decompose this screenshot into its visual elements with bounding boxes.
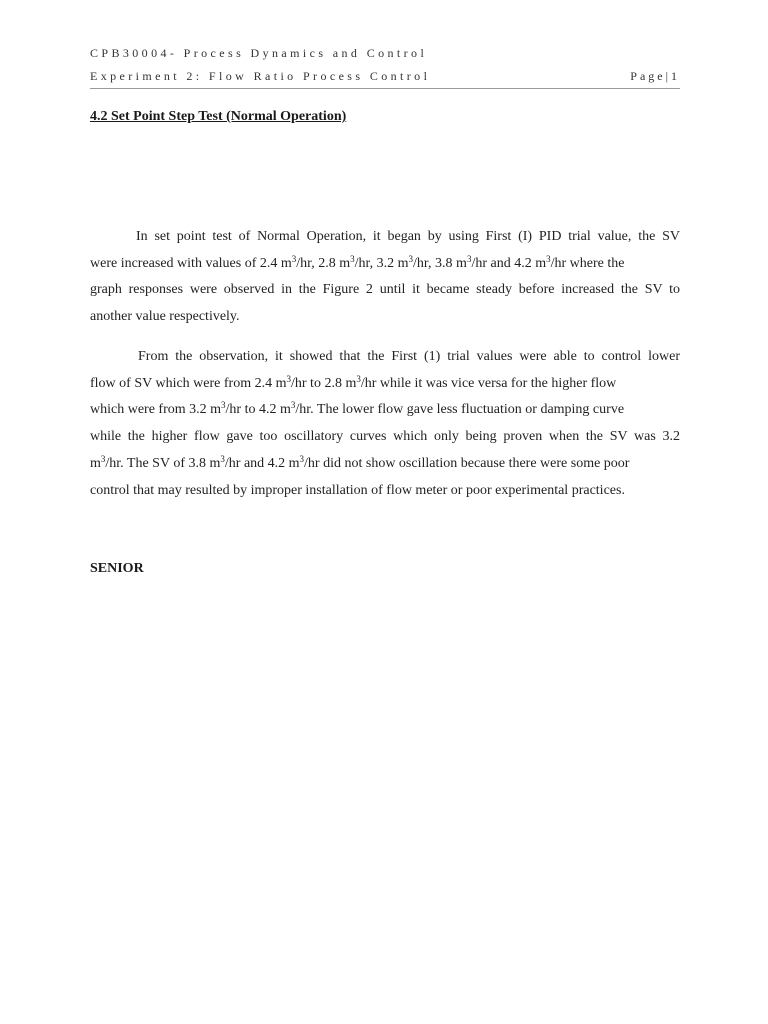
text-run: /hr, 3.8 m xyxy=(413,255,467,271)
superscript: 3 xyxy=(408,253,414,264)
text-run: /hr, 2.8 m xyxy=(296,255,351,271)
text-run: In set point test of Normal Operation, it began by using First (I) PID trial value, the SV xyxy=(136,229,680,244)
text-run: were increased with values of 2.4 m xyxy=(90,255,292,271)
superscript: 3 xyxy=(291,253,297,264)
text-run: /hr to 4.2 m xyxy=(225,402,291,418)
text-run: while the higher flow gave too oscillatory curves which only being proven when the SV was 3.2 xyxy=(90,429,680,445)
paragraph-line xyxy=(90,371,680,398)
text-run: /hr did not show oscillation because there were some poor xyxy=(304,455,630,471)
paragraph-line xyxy=(90,251,680,278)
text-run: /hr where the xyxy=(550,255,625,271)
text-run: which were from 3.2 m xyxy=(90,402,222,418)
closing-heading: SENIOR xyxy=(90,561,144,576)
superscript: 3 xyxy=(356,373,361,384)
text-run: /hr. The lower flow gave less fluctuation or damping curve xyxy=(295,402,625,418)
superscript: 3 xyxy=(299,453,305,464)
paragraph-line xyxy=(90,344,680,371)
paragraph-set-point-test xyxy=(90,224,680,331)
header-experiment: Experiment 2: Flow Ratio Process Control xyxy=(90,69,431,83)
text-run: another value respectively. xyxy=(90,309,240,325)
superscript: 3 xyxy=(100,453,106,464)
paragraph-line xyxy=(90,397,680,424)
text-run: /hr while it was vice versa for the higher flow xyxy=(360,375,617,391)
superscript: 3 xyxy=(466,253,472,264)
text-run: /hr and 4.2 m xyxy=(224,455,300,471)
superscript: 3 xyxy=(546,253,551,264)
superscript: 3 xyxy=(220,453,225,464)
text-run: /hr to 2.8 m xyxy=(291,375,357,391)
text-run: /hr, 3.2 m xyxy=(354,255,409,271)
paragraph-line xyxy=(90,304,680,331)
text-run: graph responses were observed in the Figure 2 until it became steady before increased the SV to xyxy=(90,282,680,298)
page-number: Page|1 xyxy=(630,69,680,83)
header-experiment-line xyxy=(90,69,680,84)
header-course: CPB30004- Process Dynamics and Control xyxy=(90,46,428,60)
text-run: /hr and 4.2 m xyxy=(471,255,547,271)
paragraph-line xyxy=(90,277,680,304)
text-run: /hr. The SV of 3.8 m xyxy=(105,455,221,471)
paragraph-observation xyxy=(90,344,680,504)
text-run: From the observation, it showed that the First (1) trial values were able to control lower xyxy=(138,349,680,364)
section-title: 4.2 Set Point Step Test (Normal Operation) xyxy=(90,109,347,124)
paragraph-line xyxy=(90,451,680,478)
paragraph-line xyxy=(90,424,680,451)
superscript: 3 xyxy=(350,253,355,264)
text-run: m xyxy=(90,455,101,471)
paragraph-line xyxy=(90,478,680,505)
superscript: 3 xyxy=(290,400,296,411)
paragraph-line xyxy=(90,224,680,251)
superscript: 3 xyxy=(221,400,226,411)
text-run: flow of SV which were from 2.4 m xyxy=(90,375,287,391)
header-divider xyxy=(90,88,680,89)
superscript: 3 xyxy=(286,373,291,384)
text-run: control that may resulted by improper installation of flow meter or poor experimental practices. xyxy=(90,482,625,498)
